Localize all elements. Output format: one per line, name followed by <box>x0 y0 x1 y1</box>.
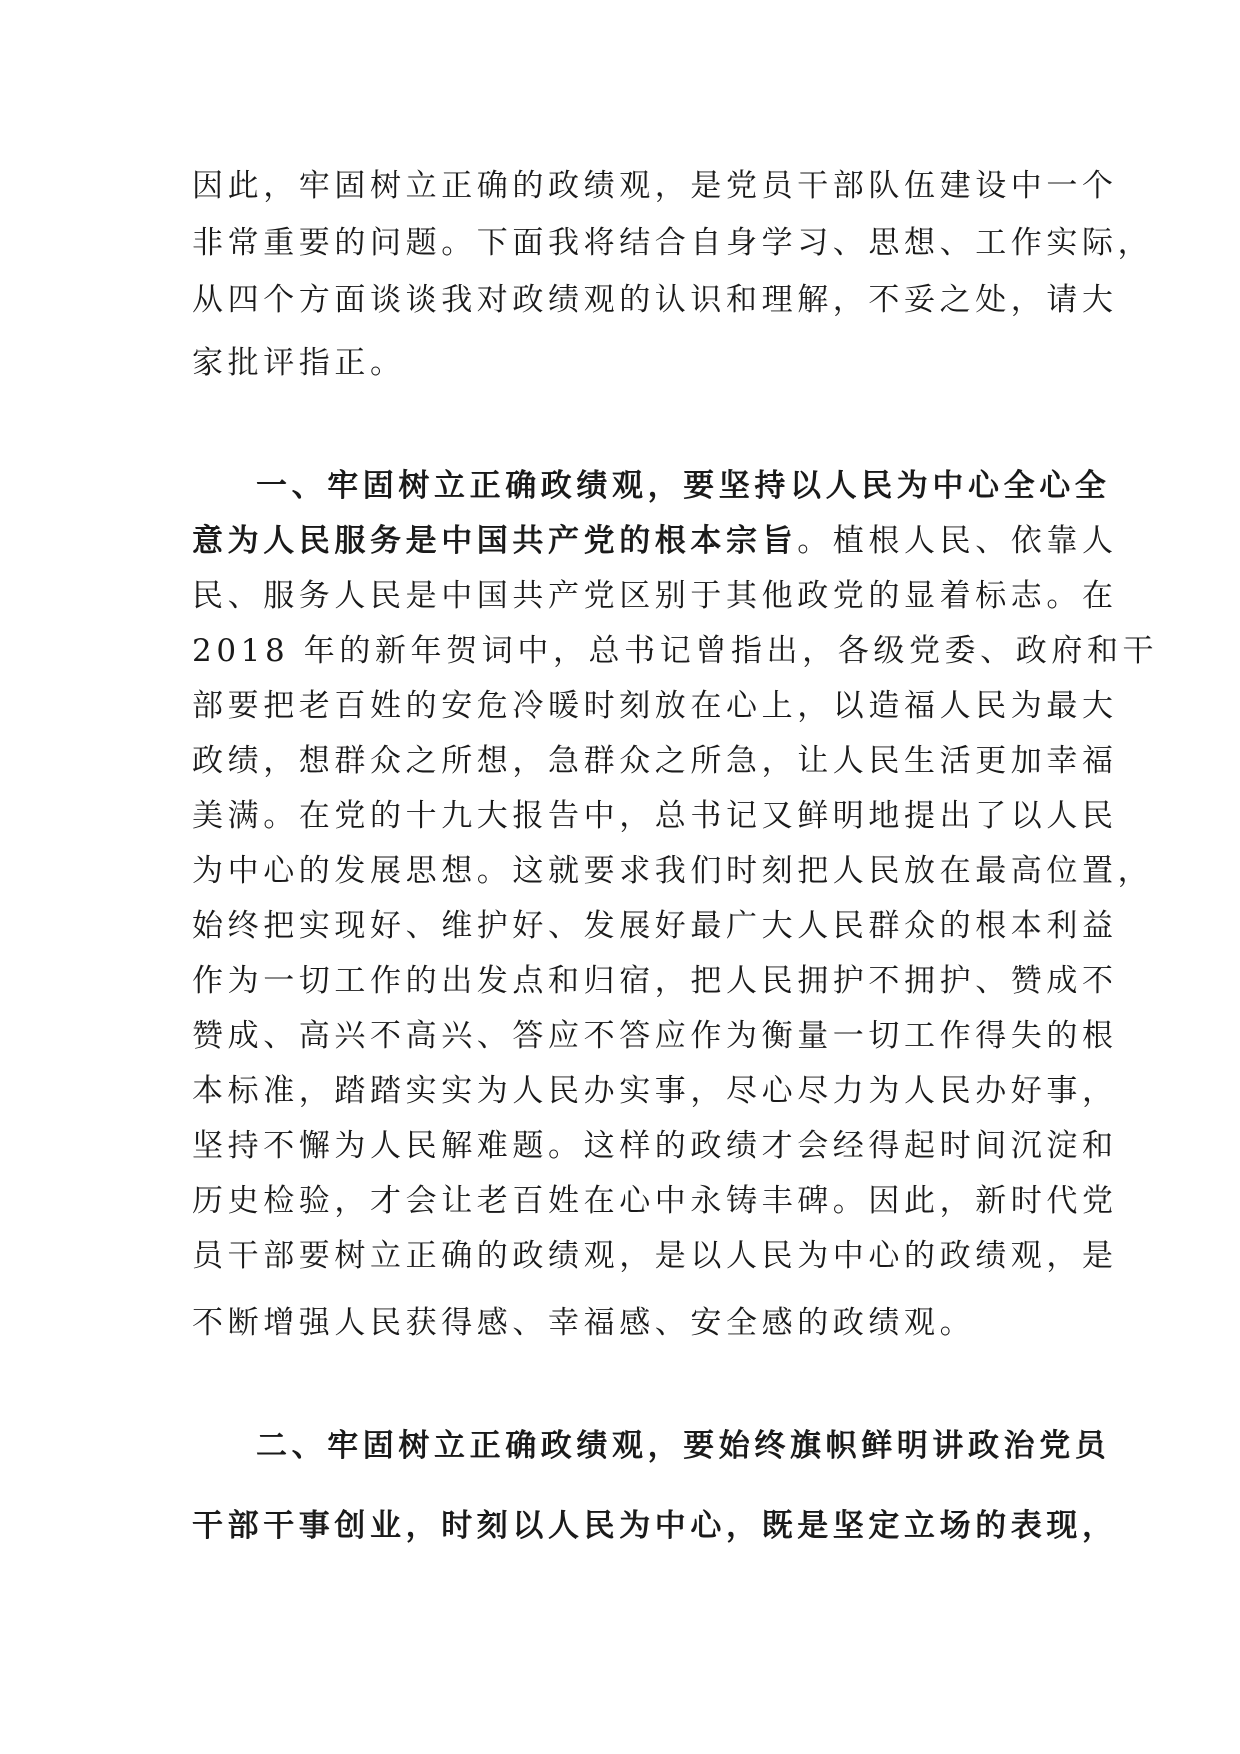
section1-body-line: 为中心的发展思想。这就要求我们时刻把人民放在最高位置， <box>192 853 1154 889</box>
intro-line: 因此，牢固树立正确的政绩观，是党员干部队伍建设中一个 <box>192 168 1118 204</box>
section1-heading: 一、牢固树立正确政绩观，要坚持以人民为中心全心全 <box>256 468 1111 504</box>
section1-body-line: 员干部要树立正确的政绩观，是以人民为中心的政绩观，是 <box>192 1238 1118 1274</box>
section1-body-line: 部要把老百姓的安危冷暖时刻放在心上，以造福人民为最大 <box>192 688 1118 724</box>
section1-body-line: 不断增强人民获得感、幸福感、安全感的政绩观。 <box>192 1305 976 1341</box>
section1-body-line: 政绩，想群众之所想，急群众之所急，让人民生活更加幸福 <box>192 743 1118 779</box>
section1-body-line: 坚持不懈为人民解难题。这样的政绩才会经得起时间沉淀和 <box>192 1128 1118 1164</box>
section1-body-line: 赞成、高兴不高兴、答应不答应作为衡量一切工作得失的根 <box>192 1018 1118 1054</box>
intro-line: 非常重要的问题。下面我将结合自身学习、思想、工作实际， <box>192 225 1154 261</box>
section1-body-line: 美满。在党的十九大报告中，总书记又鲜明地提出了以人民 <box>192 798 1118 834</box>
section1-heading-continuation <box>192 521 1118 561</box>
section1-body-line: 民、服务人民是中国共产党区别于其他政党的显着标志。在 <box>192 578 1118 614</box>
section1-body-line: 2018 年的新年贺词中，总书记曾指出，各级党委、政府和干 <box>192 633 1159 669</box>
section1-body-line: 历史检验，才会让老百姓在心中永铸丰碑。因此，新时代党 <box>192 1183 1118 1219</box>
section1-body-start: 。植根人民、依靠人 <box>797 523 1118 559</box>
intro-line: 家批评指正。 <box>192 345 406 381</box>
section1-body-line: 始终把实现好、维护好、发展好最广大人民群众的根本利益 <box>192 908 1118 944</box>
section2-heading: 二、牢固树立正确政绩观，要始终旗帜鲜明讲政治党员 <box>256 1428 1111 1464</box>
section1-heading-tail: 意为人民服务是中国共产党的根本宗旨 <box>192 523 798 559</box>
section1-body-line: 作为一切工作的出发点和归宿，把人民拥护不拥护、赞成不 <box>192 963 1118 999</box>
section2-heading-continuation: 干部干事创业，时刻以人民为中心，既是坚定立场的表现， <box>192 1508 1118 1544</box>
intro-line: 从四个方面谈谈我对政绩观的认识和理解，不妥之处，请大 <box>192 282 1118 318</box>
section1-body-line: 本标准，踏踏实实为人民办实事，尽心尽力为人民办好事， <box>192 1073 1118 1109</box>
